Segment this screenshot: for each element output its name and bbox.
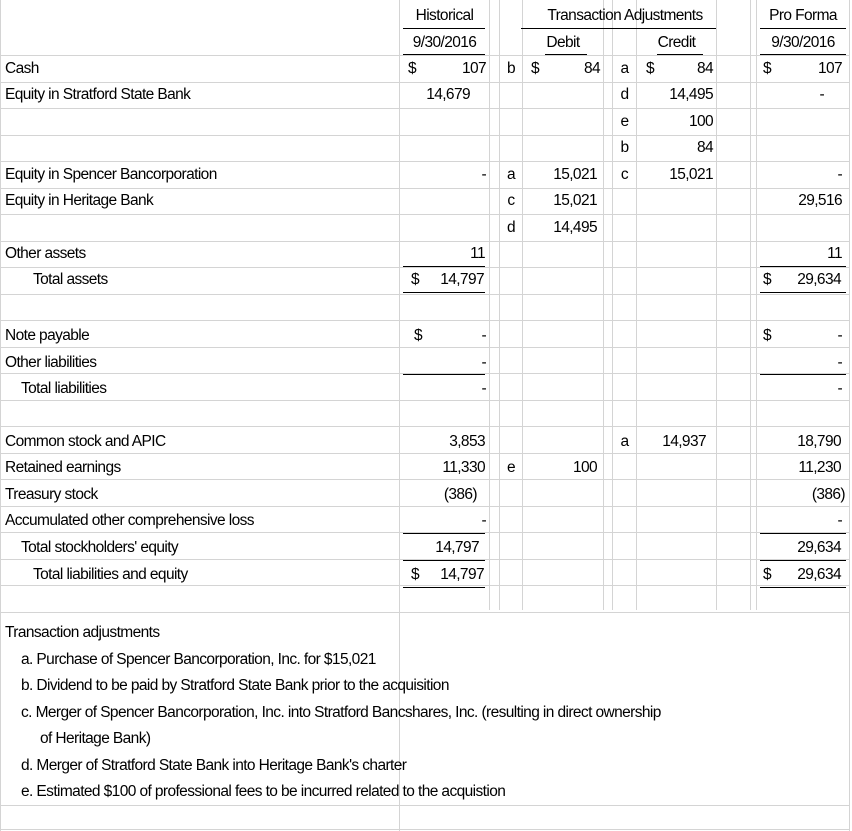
row-label-total-equity: Total stockholders' equity (21, 539, 179, 556)
grid-line (0, 0, 1, 831)
header-underline (521, 28, 716, 29)
currency-symbol: $ (408, 60, 417, 77)
row-label-total-liabilities: Total liabilities (21, 380, 107, 397)
equity-heritage-debit-ref: c (507, 192, 515, 209)
retained-earnings-debit-ref: e (506, 459, 516, 476)
note-c-continued: of Heritage Bank) (40, 730, 151, 747)
equity-spencer-credit: 15,021 (669, 166, 713, 183)
equity-heritage-pro-forma: 29,516 (798, 192, 842, 209)
currency-symbol: $ (763, 271, 772, 288)
equity-spencer-historical: - (481, 166, 486, 183)
equity-heritage-debit: 15,021 (553, 192, 597, 209)
grid-line (489, 0, 490, 610)
other-assets-historical: 11 (470, 245, 485, 262)
equity-spencer-debit-ref: a (506, 166, 516, 183)
other-liabilities-pro-forma: - (837, 354, 842, 371)
notes-title: Transaction adjustments (5, 624, 160, 641)
grid-line (849, 0, 850, 831)
row-label-total-liab-equity: Total liabilities and equity (33, 566, 188, 583)
grid-line (522, 0, 523, 610)
total-liabilities-historical: - (481, 380, 486, 397)
header-pro-forma: Pro Forma (769, 7, 837, 24)
other-assets-pro-forma: 11 (827, 245, 842, 262)
currency-symbol: $ (763, 327, 772, 344)
header-underline (760, 28, 846, 29)
equity-stratford-historical: 14,679 (426, 86, 470, 103)
grid-line (0, 612, 850, 613)
header-historical-date: 9/30/2016 (412, 34, 477, 51)
note-a: a. Purchase of Spencer Bancorporation, Inc. for $15,021 (21, 651, 376, 668)
total-liab-equity-historical: 14,797 (440, 566, 484, 583)
grid-line (499, 0, 500, 610)
row-label-cash: Cash (5, 60, 39, 77)
total-assets-historical: 14,797 (440, 271, 484, 288)
retained-earnings-historical: 11,330 (442, 459, 485, 476)
common-stock-pro-forma: 18,790 (797, 433, 841, 450)
currency-symbol: $ (646, 60, 655, 77)
note-b: b. Dividend to be paid by Stratford State Bank prior to the acquisition (21, 677, 449, 694)
adj-e-credit-ref: e (620, 113, 629, 130)
note-e: e. Estimated $100 of professional fees to be incurred related to the acquistion (21, 783, 506, 800)
cash-debit-ref: b (506, 60, 516, 77)
subtotal-underline (760, 560, 846, 561)
common-stock-credit: 14,937 (662, 433, 706, 450)
header-underline (760, 54, 846, 55)
cash-credit: 84 (696, 60, 713, 77)
subtotal-underline (403, 533, 485, 534)
header-underline (403, 28, 485, 29)
row-label-other-assets: Other assets (5, 245, 86, 262)
grid-line (0, 108, 850, 109)
grid-line (603, 0, 604, 610)
cash-debit: 84 (583, 60, 600, 77)
row-label-common-stock: Common stock and APIC (5, 433, 166, 450)
grid-line (750, 0, 751, 610)
total-underline (760, 587, 846, 588)
header-pro-forma-date: 9/30/2016 (771, 34, 835, 51)
adj-d-debit-ref: d (506, 219, 516, 236)
row-label-total-assets: Total assets (33, 271, 108, 288)
note-payable-pro-forma: - (837, 327, 842, 344)
adj-d-debit: 14,495 (553, 219, 597, 236)
currency-symbol: $ (763, 60, 772, 77)
header-underline (657, 54, 703, 55)
row-label-other-liabilities: Other liabilities (5, 354, 97, 371)
subtotal-underline (403, 374, 485, 375)
equity-spencer-credit-ref: c (620, 166, 629, 183)
row-label-equity-stratford: Equity in Stratford State Bank (5, 86, 191, 103)
grid-line (0, 805, 850, 806)
cash-credit-ref: a (620, 60, 629, 77)
grid-line (716, 0, 717, 610)
adj-e-credit: 100 (688, 113, 713, 130)
aoci-historical: - (481, 512, 486, 529)
row-label-note-payable: Note payable (5, 327, 90, 344)
aoci-pro-forma: - (837, 512, 842, 529)
grid-line (0, 320, 850, 321)
equity-spencer-pro-forma: - (837, 166, 842, 183)
subtotal-underline (760, 533, 846, 534)
subtotal-underline (403, 560, 485, 561)
equity-stratford-credit: 14,495 (669, 86, 713, 103)
row-label-treasury-stock: Treasury stock (5, 486, 98, 503)
header-underline (403, 54, 485, 55)
cash-historical: 107 (461, 60, 486, 77)
row-label-aoci: Accumulated other comprehensive loss (5, 512, 254, 529)
header-debit: Debit (546, 34, 580, 51)
currency-symbol: $ (411, 271, 420, 288)
treasury-stock-pro-forma: (386) (811, 486, 845, 503)
equity-stratford-pro-forma: - (819, 86, 824, 103)
grid-line (0, 214, 850, 215)
equity-spencer-debit: 15,021 (553, 166, 597, 183)
equity-stratford-credit-ref: d (620, 86, 629, 103)
note-d: d. Merger of Stratford State Bank into Heritage Bank's charter (21, 757, 407, 774)
other-liabilities-historical: - (481, 354, 486, 371)
currency-symbol: $ (531, 60, 540, 77)
total-underline (403, 587, 485, 588)
cash-pro-forma: 107 (817, 60, 842, 77)
adj-b-credit-ref: b (620, 139, 629, 156)
row-label-equity-spencer: Equity in Spencer Bancorporation (5, 166, 217, 183)
adj-b-credit: 84 (696, 139, 713, 156)
header-underline (545, 54, 587, 55)
currency-symbol: $ (414, 327, 423, 344)
total-equity-historical: 14,797 (435, 539, 479, 556)
row-label-equity-heritage: Equity in Heritage Bank (5, 192, 154, 209)
retained-earnings-debit: 100 (572, 459, 597, 476)
common-stock-historical: 3,853 (449, 433, 485, 450)
total-assets-pro-forma: 29,634 (797, 271, 841, 288)
row-label-retained-earnings: Retained earnings (5, 459, 121, 476)
note-c: c. Merger of Spencer Bancorporation, Inc. into Stratford Bancshares, Inc. (resulting in direct ownership (21, 704, 661, 721)
header-transaction-adjustments: Transaction Adjustments (547, 7, 703, 24)
total-equity-pro-forma: 29,634 (797, 539, 841, 556)
header-credit: Credit (657, 34, 696, 51)
header-historical: Historical (415, 7, 474, 24)
total-liab-equity-pro-forma: 29,634 (797, 566, 841, 583)
common-stock-credit-ref: a (620, 433, 629, 450)
currency-symbol: $ (411, 566, 420, 583)
note-payable-historical: - (481, 327, 486, 344)
currency-symbol: $ (763, 566, 772, 583)
grid-line (0, 426, 850, 427)
subtotal-underline (760, 374, 846, 375)
total-underline (760, 292, 846, 293)
total-underline (403, 292, 485, 293)
treasury-stock-historical: (386) (443, 486, 477, 503)
grid-line (0, 829, 850, 830)
grid-line (0, 135, 850, 136)
grid-line (0, 294, 850, 295)
retained-earnings-pro-forma: 11,230 (798, 459, 841, 476)
total-liabilities-pro-forma: - (837, 380, 842, 397)
